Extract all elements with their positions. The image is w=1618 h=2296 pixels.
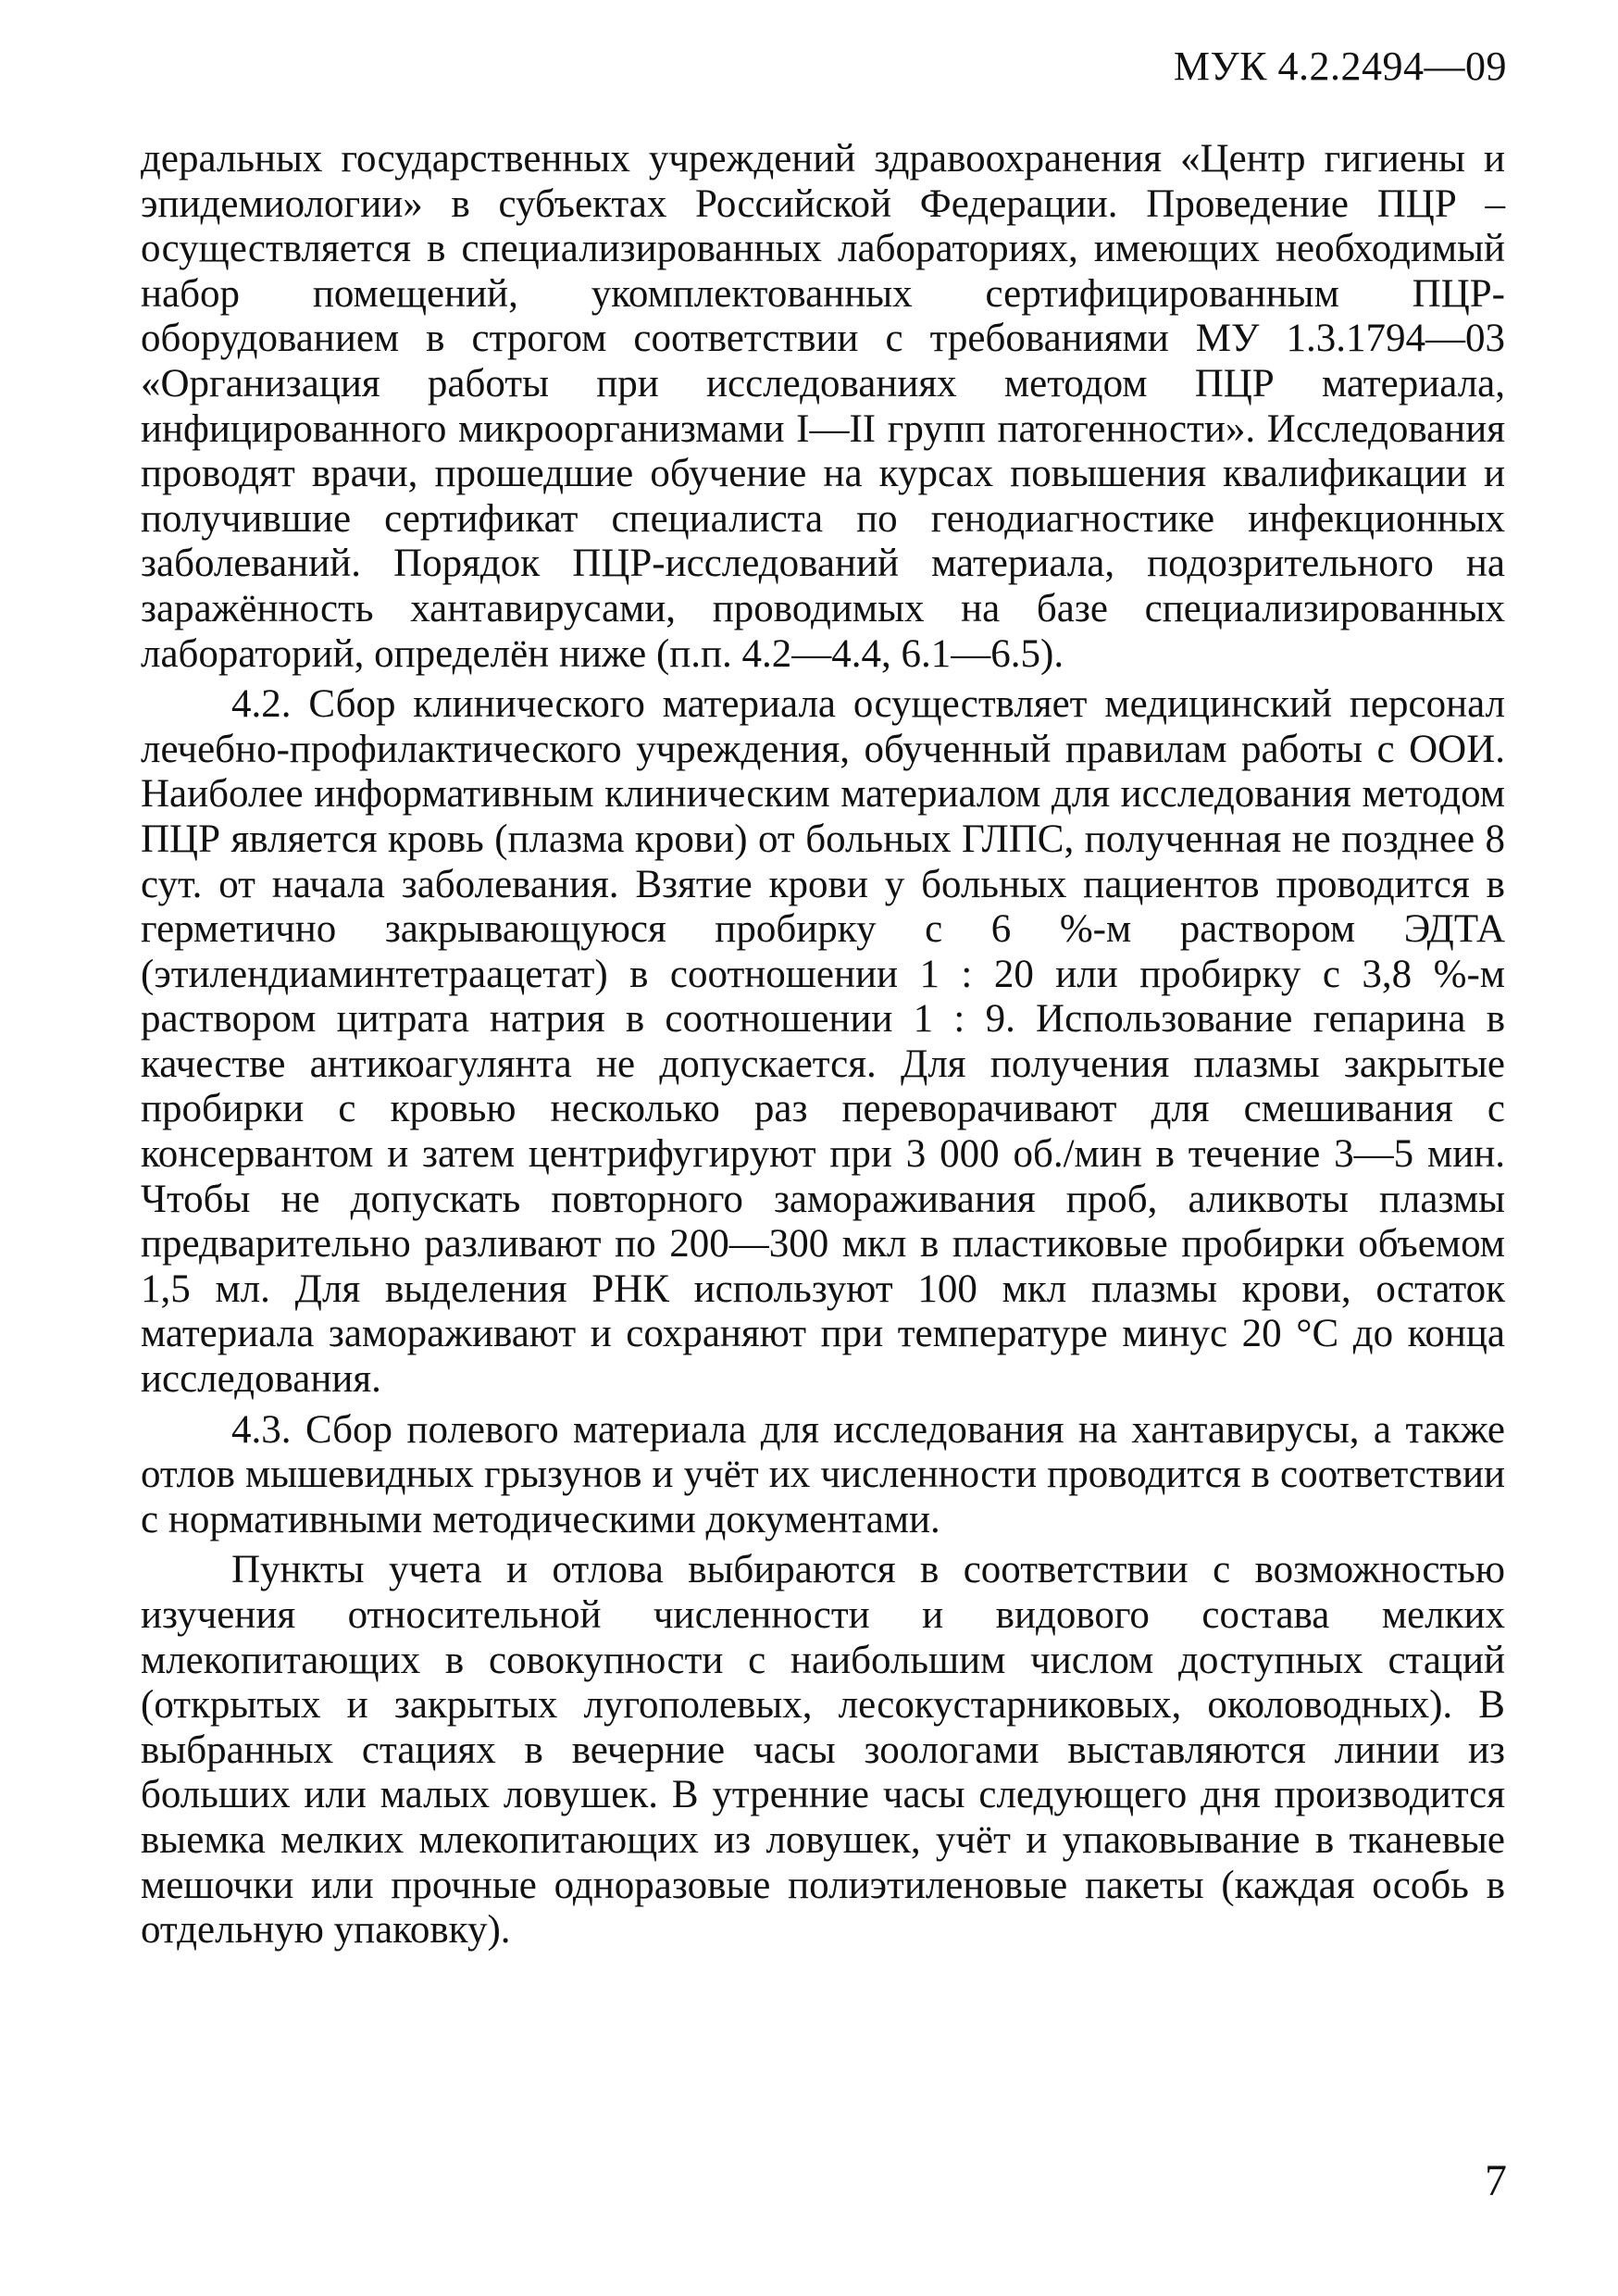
paragraph-4-2: 4.2. Сбор клинического материала осуществляет медицинский персонал лечебно-профилактического учреждения, обученный правилам работы с ООИ. Наиболее информативным клиническим материалом для исследования методом ПЦР является кровь (плазма крови) от больных ГЛПС, полученная не позднее 8 сут. от начала заболевания. Взятие крови у больных пациентов проводится в герметично закрывающуюся пробирку с 6 %-м раствором ЭДТА (этилендиаминтетраацетат) в соотношении 1 : 20 или пробирку с 3,8 %-м раствором цитрата натрия в соотношении 1 : 9. Использование гепарина в качестве антикоагулянта не допускается. Для получения плазмы закрытые пробирки с кровью несколько раз переворачивают для смешивания с консервантом и затем центрифугируют при 3 000 об./мин в течение 3—5 мин. Чтобы не допускать повторного замораживания проб, аликвоты плазмы предварительно разливают по 200—300 мкл в пластиковые пробирки объемом 1,5 мл. Для выделения РНК используют 100 мкл плазмы крови, остаток материала замораживают и сохраняют при температуре минус 20 °С до конца исследования. — [141, 682, 1505, 1402]
page-number: 7 — [1485, 2156, 1507, 2205]
document-code-header: МУК 4.2.2494—09 — [1173, 44, 1507, 89]
paragraph-4-3: 4.3. Сбор полевого материала для исследования на хантавирусы, а также отлов мышевидных грызунов и учёт их численности проводится в соответствии с нормативными методическими документами. — [141, 1407, 1505, 1541]
document-body — [141, 137, 1505, 1953]
paragraph-trapping-points: Пункты учета и отлова выбираются в соответствии с возможностью изучения относительной численности и видового состава мелких млекопитающих в совокупности с наибольшим числом доступных стаций (открытых и закрытых лугополевых, лесокустарниковых, околоводных). В выбранных стациях в вечерние часы зоологами выставляются линии из больших или малых ловушек. В утренние часы следующего дня производится выемка мелких млекопитающих из ловушек, учёт и упаковывание в тканевые мешочки или прочные одноразовые полиэтиленовые пакеты (каждая особь в отдельную упаковку). — [141, 1548, 1505, 1953]
paragraph-continuation: деральных государственных учреждений здравоохранения «Центр гигиены и эпидемиологии» в субъектах Российской Федерации. Проведение ПЦР – осуществляется в специализированных лабораториях, имеющих необходимый набор помещений, укомплектованных сертифицированным ПЦР-оборудованием в строгом соответствии с требованиями МУ 1.3.1794—03 «Организация работы при исследованиях методом ПЦР материала, инфицированного микроорганизмами I—II групп патогенности». Исследования проводят врачи, прошедшие обучение на курсах повышения квалификации и получившие сертификат специалиста по генодиагностике инфекционных заболеваний. Порядок ПЦР-исследований материала, подозрительного на заражённость хантавирусами, проводимых на базе специализированных лабораторий, определён ниже (п.п. 4.2—4.4, 6.1—6.5). — [141, 137, 1505, 676]
